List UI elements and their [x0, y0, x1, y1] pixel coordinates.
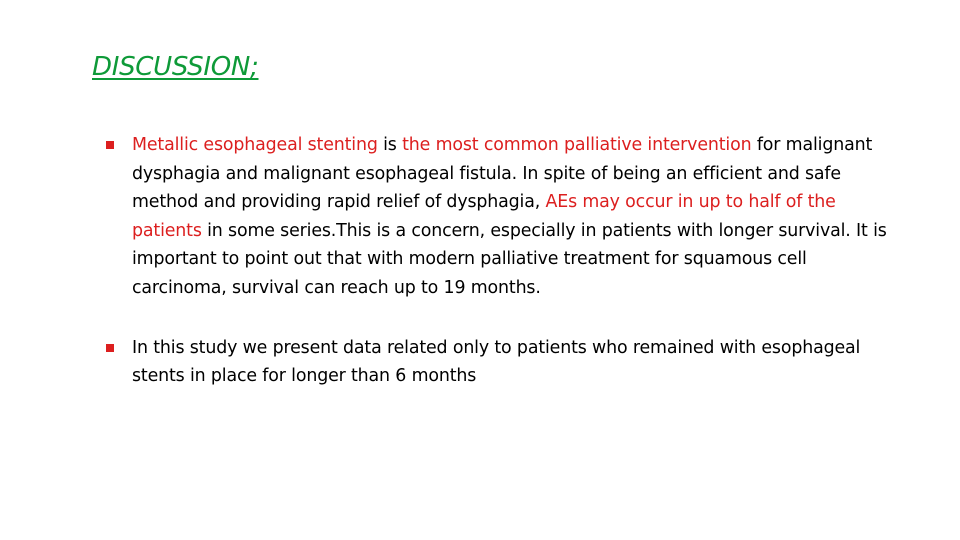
bullet-text-segment: the most common palliative intervention [402, 135, 752, 155]
slide-title: DISCUSSION; [92, 52, 259, 82]
bullet-text-segment: in some series.This is a concern, especially in patients with longer survival. It is important to point out that with modern palliative treatment for squamous cell carcinoma, survival can reach up to 19 months. [132, 220, 887, 298]
bullet-item-study [132, 334, 892, 391]
bullet-text-segment: for malignant dysphagia and malignant esophageal fistula. In spite of being an efficient and safe method and providing rapid relief of dysphagia, [132, 135, 873, 213]
bullet-text-segment: Metallic esophageal stenting [132, 135, 378, 155]
square-bullet-icon [106, 344, 114, 352]
bullet-item-stenting [132, 131, 892, 303]
bullet-text-segment: In this study we present data related only to patients who remained with esophageal stents in place for longer than 6 months [132, 337, 861, 387]
bullet-list [132, 131, 892, 391]
bullet-text-segment: AEs may occur in up to half of the patients [132, 192, 836, 241]
square-bullet-icon [106, 141, 114, 149]
bullet-text-segment: is [377, 135, 403, 155]
